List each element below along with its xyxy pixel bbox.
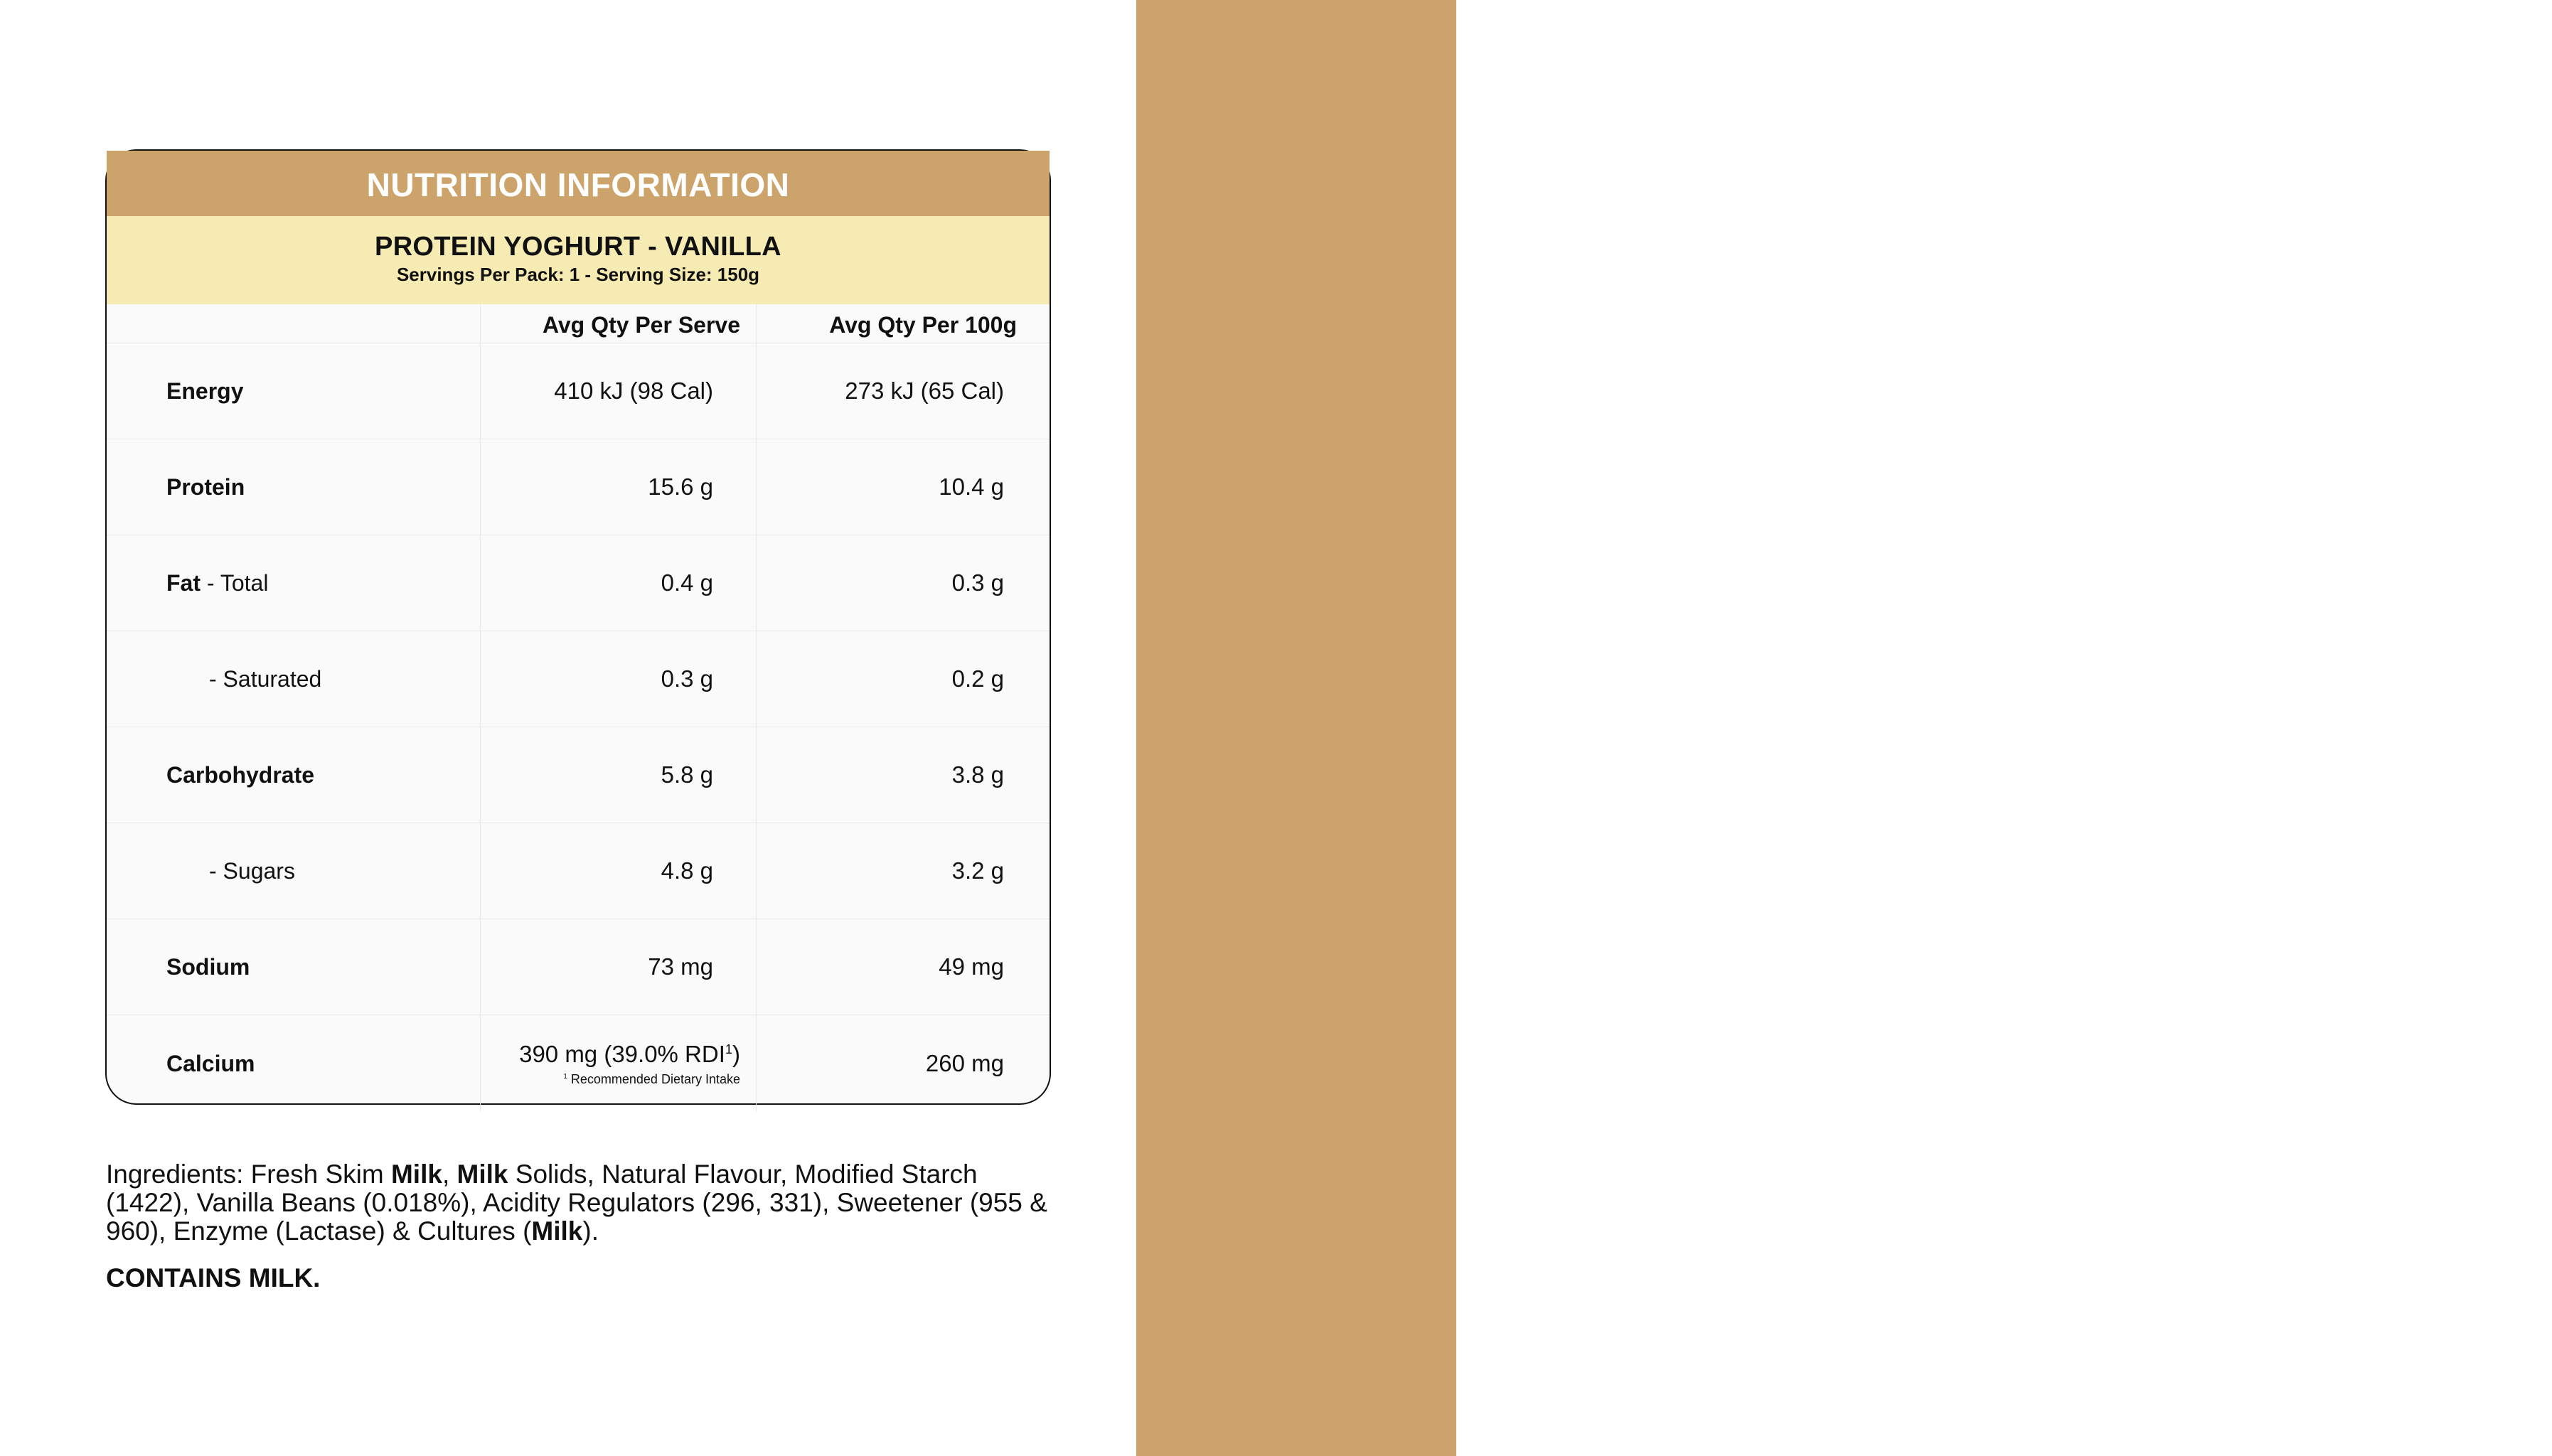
header-per-serve: Avg Qty Per Serve	[481, 304, 757, 343]
product-header	[107, 216, 1050, 304]
table-row	[107, 1015, 1050, 1112]
ingredients-text: Ingredients: Fresh Skim Milk, Milk Solids, Natural Flavour, Modified Starch (1422), Vanilla Beans (0.018%), Acidity Regulators (296, 331), Sweetener (955 & 960), Enzyme (Lactase) & Cultures (Milk).	[106, 1160, 1047, 1246]
value-per-serve: 410 kJ (98 Cal)	[481, 343, 757, 439]
calcium-serve-value: 390 mg (39.0% RDI$^1$)	[519, 1040, 740, 1067]
header-per-100g: Avg Qty Per 100g	[829, 312, 1017, 338]
nutrient-name: - Sugars	[107, 823, 481, 919]
blank-header-cell	[107, 304, 481, 343]
nutrient-name: Fat - Total	[107, 535, 481, 631]
column-headers	[107, 304, 1050, 343]
nutrition-panel	[105, 149, 1051, 1105]
value-per-serve	[481, 1015, 757, 1112]
panel-title: NUTRITION INFORMATION	[107, 151, 1050, 216]
table-row	[107, 631, 1050, 727]
value-per-100g: 10.4 g	[939, 473, 1004, 500]
value-per-100g: 260 mg	[925, 1050, 1004, 1076]
nutrient-name: Calcium	[107, 1015, 481, 1112]
value-per-serve: 5.8 g	[481, 727, 757, 823]
value-per-serve: 15.6 g	[481, 439, 757, 535]
nutrient-name: - Saturated	[107, 631, 481, 727]
side-color-band	[1136, 0, 2552, 1456]
serving-info: Servings Per Pack: 1 - Serving Size: 150g	[396, 264, 760, 285]
table-row	[107, 823, 1050, 919]
value-per-serve: 73 mg	[481, 919, 757, 1015]
table-row	[107, 535, 1050, 631]
table-row	[107, 439, 1050, 535]
product-name: PROTEIN YOGHURT - VANILLA	[375, 232, 781, 262]
nutrient-name: Energy	[107, 343, 481, 439]
value-per-100g: 0.2 g	[951, 665, 1004, 692]
table-row	[107, 727, 1050, 823]
table-row	[107, 919, 1050, 1015]
allergen-statement: CONTAINS MILK.	[106, 1263, 321, 1292]
value-per-100g: 0.3 g	[951, 569, 1004, 596]
value-per-100g: 273 kJ (65 Cal)	[845, 378, 1004, 404]
nutrient-name: Protein	[107, 439, 481, 535]
value-per-100g: 49 mg	[939, 953, 1004, 980]
table-row	[107, 343, 1050, 439]
flavour-label: VANILLA	[2313, 294, 2552, 1162]
nutrient-name: Carbohydrate	[107, 727, 481, 823]
value-per-100g: 3.2 g	[951, 857, 1004, 884]
value-per-serve: 0.3 g	[481, 631, 757, 727]
rdi-footnote: $^1$ Recommended Dietary Intake	[563, 1071, 740, 1086]
value-per-serve: 0.4 g	[481, 535, 757, 631]
value-per-serve: 4.8 g	[481, 823, 757, 919]
nutrient-name: Sodium	[107, 919, 481, 1015]
value-per-100g: 3.8 g	[951, 761, 1004, 788]
